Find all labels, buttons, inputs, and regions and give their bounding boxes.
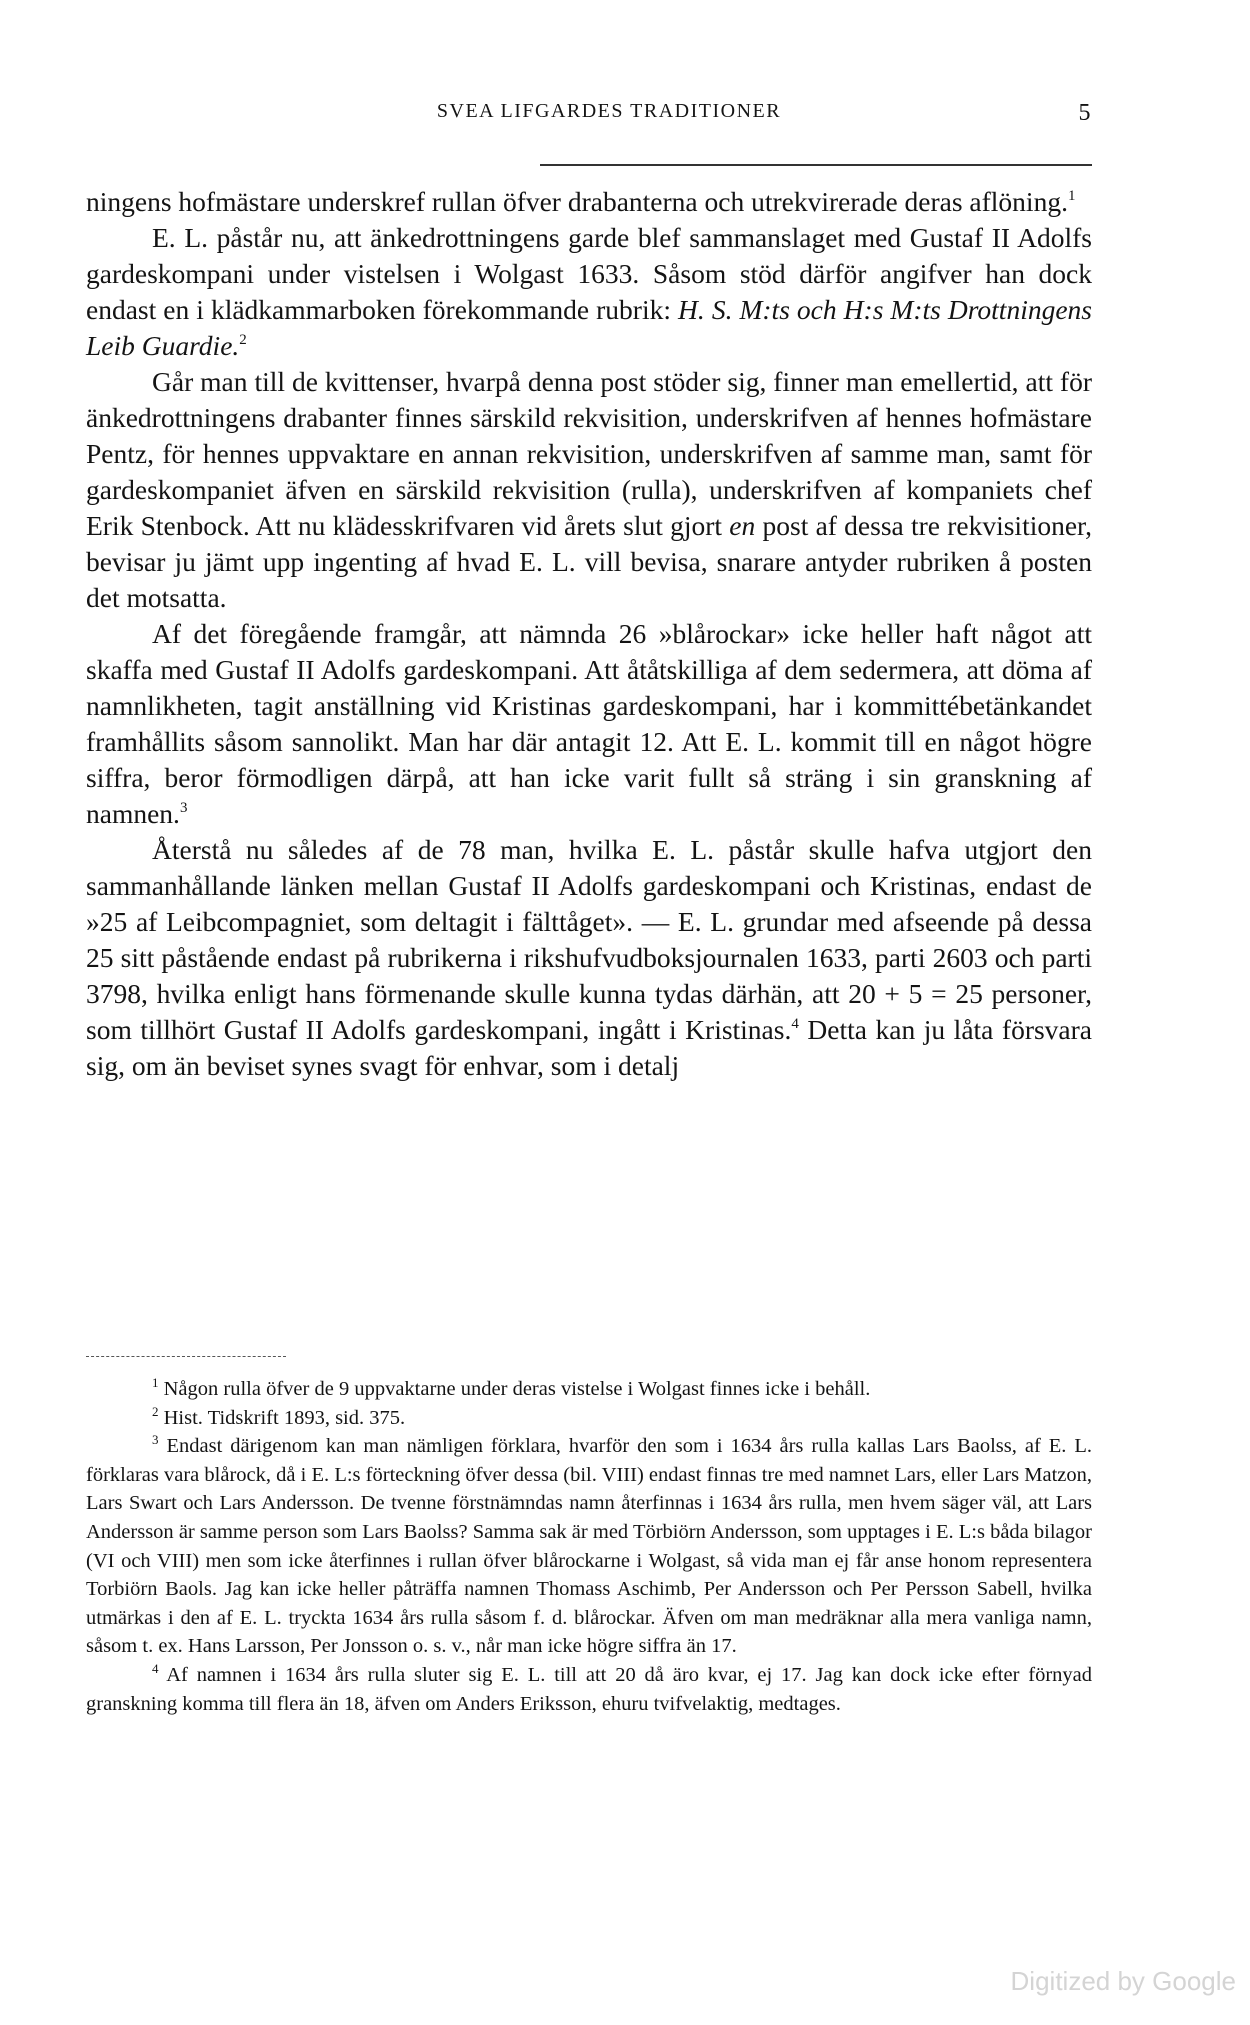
page-header-area: [86, 100, 1092, 140]
main-text: [86, 184, 1092, 1084]
footnote-2: $^2$ Hist. Tidskrift 1893, sid. 375.: [152, 1403, 406, 1429]
footnote-4: $^4$ Af namnen i 1634 års rulla sluter sig E. L. till att 20 då äro kvar, ej 17. Jag kan dock icke efter förnyad granskning komma till flera än 18, äfven om Anders Eriksson, ehuru tvifvelaktig, medtages.: [86, 1660, 1092, 1715]
paragraph-5: Återstå nu således af de 78 man, hvilka E. L. påstår skulle hafva utgjort den sammanhållande länken mellan Gustaf II Adolfs gardeskompani och Kristinas, endast de »25 af Leibcompagniet, som deltagit i fälttåget». — E. L. grundar med afseende på dessa 25 sitt påstående endast på rubrikerna i rikshufvudboksjournalen 1633, parti 2603 och parti 3798, hvilka enligt hans förmenande skulle kunna tydas därhän, att 20 + 5 = 25 personer, som tillhört Gustaf II Adolfs gardeskompani, ingått i Kristinas.$^4$ Detta kan ju låta försvara sig, om än beviset synes svagt för enhvar, som i detalj: [86, 834, 1093, 1081]
rubric-quote: H. S. M:ts och H:s M:ts Drottningens Leib Guardie.: [86, 294, 1092, 361]
paragraph-3: Går man till de kvittenser, hvarpå denna post stöder sig, finner man emellertid, att för änkedrottningens drabanter finnes särskild rekvisition, underskrifven af hennes hofmästare Pentz, för hennes uppvaktare en annan rekvisition, underskrifven af samme man, samt för gardeskompaniet äfven en särskild rekvisition (rulla), underskrifven af kompaniets chef Erik Stenbock. Att nu klädesskrifvaren vid årets slut gjort en post af dessa tre rekvisitioner, bevisar ju jämt upp ingenting af hvad E. L. vill bevisa, snarare antyder rubriken å posten det motsatta.: [86, 366, 1092, 613]
footnotes: [86, 1375, 1092, 1718]
footnote-ref-1: 1: [1067, 188, 1076, 204]
paragraph-4: Af det föregående framgår, att nämnda 26 »blårockar» icke heller haft något att skaffa med Gustaf II Adolfs gardeskompani. Att åtåtskilliga af dem sedermera, att döma af namnlikheten, tagit anställning vid Kristinas gardeskompani, har i kommittébetänkandet framhållits såsom sannolikt. Man har där antagit 12. Att E. L. kommit till en något högre siffra, beror förmodligen därpå, att han icke varit fullt så sträng i sin granskning af namnen.$^3$: [86, 618, 1092, 829]
paragraph-2: E. L. påstår nu, att änkedrottningens garde blef sammanslaget med Gustaf II Adolfs gardeskompani under vistelsen i Wolgast 1633. Såsom stöd därför angifver han dock endast en i klädkammarboken förekommande rubrik: H. S. M:ts och H:s M:ts Drottningens Leib Guardie.$^2$: [86, 222, 1092, 361]
emphasis-en: en: [729, 510, 756, 541]
footnote-1: $^1$ Någon rulla öfver de 9 uppvaktarne under deras vistelse i Wolgast finnes icke i behåll.: [152, 1375, 871, 1400]
page-number: 5: [1078, 100, 1092, 126]
footnote-ref-2: 2: [239, 332, 247, 348]
paragraph-1: ningens hofmästare underskref rullan öfver drabanterna och utrekvirerade deras aflöning.$^1$: [86, 186, 1076, 217]
footnote-ref-4: 4: [791, 1016, 799, 1032]
footnote-ref-3: 3: [179, 800, 188, 816]
digitization-watermark: Digitized by Google: [1010, 1966, 1236, 1996]
footnote-separator: [86, 1356, 286, 1357]
running-header: [86, 100, 1092, 140]
header-rule: [540, 164, 1092, 166]
footnote-3: $^3$ Endast därigenom kan man nämligen förklara, hvarför den som i 1634 års rulla kallas Lars Baolss, af E. L. förklaras vara blårock, då i E. L:s förteckning öfver dessa (bil. VIII) endast finnas tre med namnet Lars, eller Lars Matzon, Lars Swart och Lars Andersson. De tvenne förstnämndas namn återfinnas i 1634 års rulla, men hvem säger väl, att Lars Andersson är samme person som Lars Baolss? Samma sak är med Törbiörn Andersson, som upptages i E. L:s båda bilagor (VI och VIII) men som icke återfinnes i rullan öfver blårockarne i Wolgast, så vida man ej får anse honom representera Torbiörn Baols. Jag kan icke heller påträffa namnen Thomass Aschimb, Per Andersson och Per Persson Sabell, hvilka utmärkas i den af E. L. tryckta 1634 års rulla såsom f. d. blårockar. Äfven om man medräknar alla mera vanliga namn, såsom t. ex. Hans Larsson, Per Jonsson o. s. v., når man icke högre siffra än 17.: [86, 1432, 1092, 1658]
running-title: SVEA LIFGARDES TRADITIONER: [436, 100, 782, 122]
